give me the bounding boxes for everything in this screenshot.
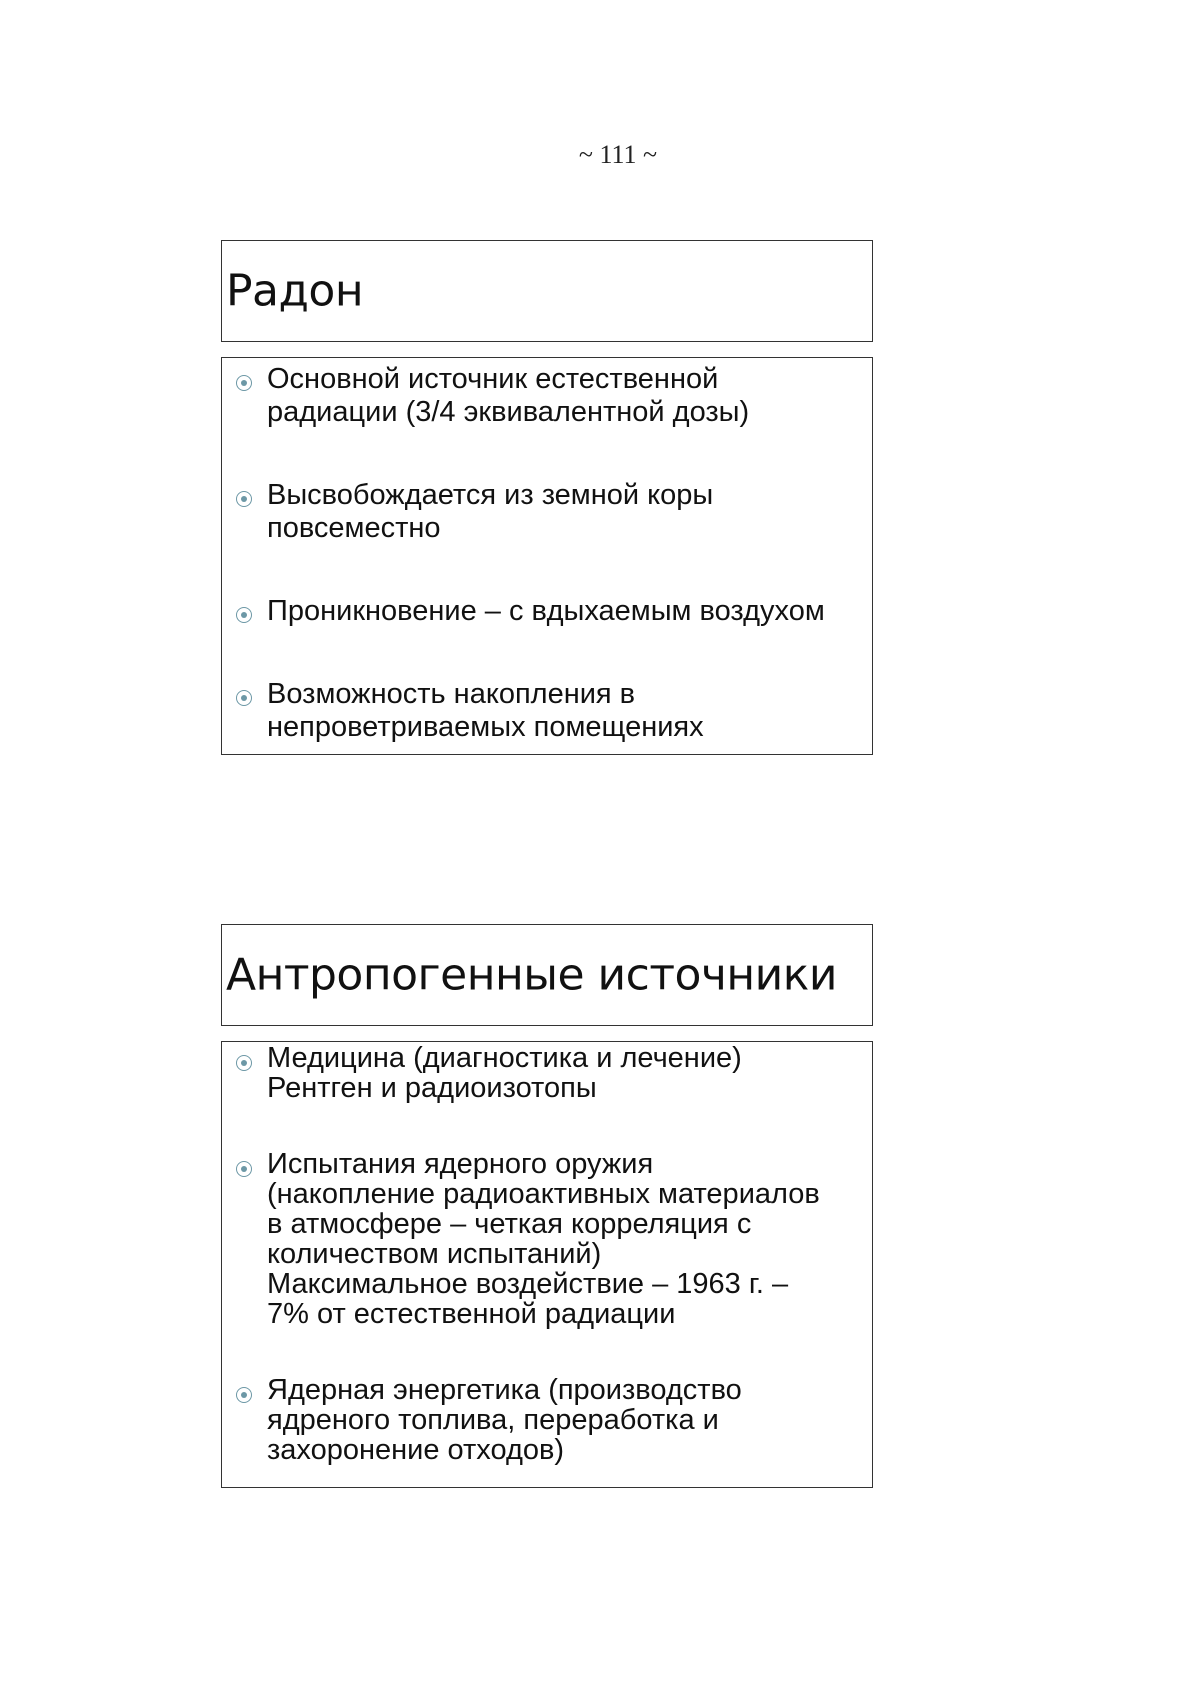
circled-dot-icon [236,1055,252,1071]
list-item-text: Основной источник естественной радиации (3/4 эквивалентной дозы) [267,363,750,428]
section-title-anthropogenic: Антропогенные источники [226,949,837,1001]
circled-dot-icon [236,690,252,706]
circled-dot-icon [236,491,252,507]
circled-dot-icon [236,607,252,623]
list-item-text: Возможность накопления в непроветриваемых помещениях [267,678,704,743]
section-title-radon: Радон [226,265,364,317]
circled-dot-icon [236,1161,252,1177]
page-number: ~ 111 ~ [578,140,658,169]
circled-dot-icon [236,375,252,391]
list-item-text: Проникновение – с вдыхаемым воздухом [267,595,825,627]
circled-dot-icon [236,1387,252,1403]
list-item-text: Испытания ядерного оружия (накопление радиоактивных материалов в атмосфере – четкая корреляция с количеством испытаний) Максимальное воздействие – 1963 г. – 7% от естественной радиации [267,1148,820,1330]
list-item-text: Ядерная энергетика (производство ядреного топлива, переработка и захоронение отходов) [267,1374,742,1466]
section-title-box-radon [221,240,873,342]
list-item-text: Высвобождается из земной коры повсеместно [267,479,714,544]
bullet-list-radon [221,357,873,755]
list-item-text: Медицина (диагностика и лечение) Рентген и радиоизотопы [267,1042,742,1104]
section-title-box-anthropogenic [221,924,873,1026]
bullet-list-anthropogenic [221,1041,873,1488]
